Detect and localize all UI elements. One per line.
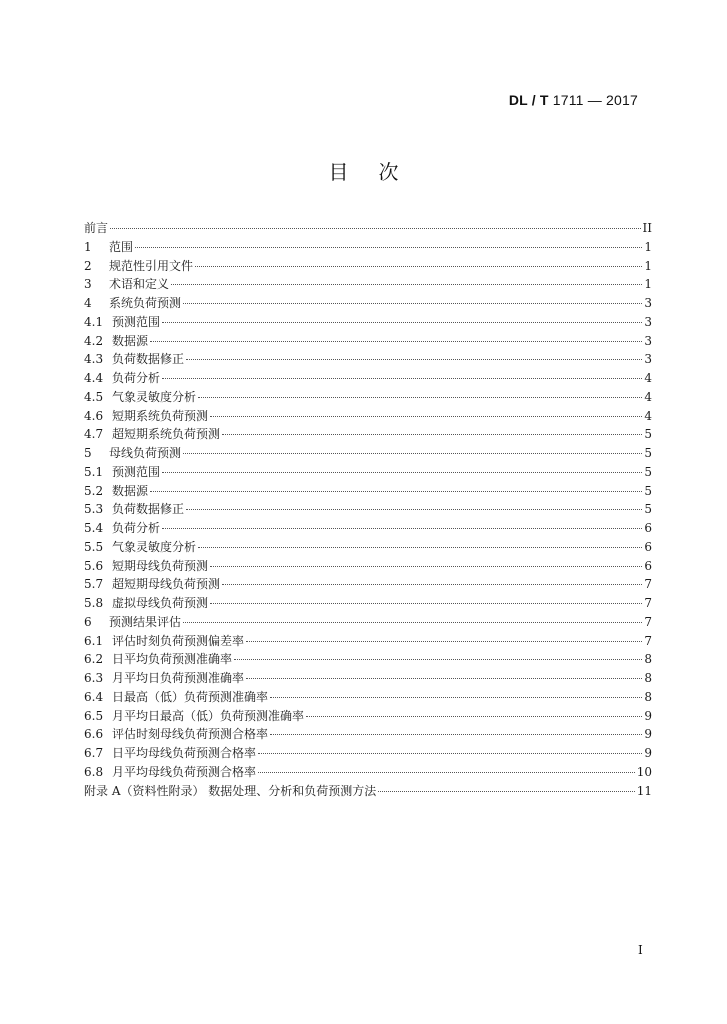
- toc-dot-leader: [162, 378, 642, 379]
- toc-entry-number: 4: [84, 296, 92, 310]
- toc-entry-page: 5: [644, 427, 652, 442]
- toc-entry-number: 5.6: [84, 558, 104, 573]
- toc-entry-number: 6.5: [84, 708, 104, 723]
- toc-entry-number: 4.5: [84, 389, 104, 404]
- toc-entry-number: 4.2: [84, 333, 104, 348]
- toc-entry-title: 负荷数据修正: [112, 352, 185, 367]
- toc-entry-page: 3: [644, 352, 652, 367]
- toc-entry-title: 超短期母线负荷预测: [112, 577, 221, 592]
- toc-entry-title: 虚拟母线负荷预测: [112, 596, 209, 610]
- toc-entry-page: 6: [644, 539, 652, 554]
- toc-entry-title: 评估时刻母线负荷预测合格率: [112, 727, 269, 742]
- toc-entry-page: 8: [644, 689, 652, 704]
- toc-entry[interactable]: [84, 388, 652, 407]
- toc-entry-number: 5.4: [84, 521, 104, 535]
- toc-entry[interactable]: [84, 463, 652, 482]
- toc-entry-title: 气象灵敏度分析: [112, 389, 197, 404]
- toc-entry-title: 规范性引用文件: [109, 258, 194, 273]
- toc-dot-leader: [246, 641, 642, 642]
- toc-entry-page: 7: [644, 633, 652, 648]
- toc-dot-leader: [110, 228, 641, 229]
- toc-dot-leader: [183, 622, 642, 623]
- toc-entry-number: 6.6: [84, 727, 104, 742]
- toc-dot-leader: [186, 359, 642, 360]
- toc-entry[interactable]: [84, 613, 652, 632]
- toc-dot-leader: [270, 697, 642, 698]
- toc-entry-title: 日平均负荷预测准确率: [112, 652, 233, 667]
- toc-entry-title: 月平均母线负荷预测合格率: [112, 764, 257, 779]
- toc-entry-title: 范围: [109, 239, 134, 254]
- toc-entry-page: 7: [644, 577, 652, 592]
- toc-entry-page: 7: [644, 596, 652, 610]
- toc-entry[interactable]: [84, 500, 652, 519]
- toc-dot-leader: [258, 753, 642, 754]
- toc-entry-page: 6: [644, 558, 652, 573]
- toc-entry-page: 7: [644, 614, 652, 629]
- toc-entry-page: 4: [644, 389, 652, 404]
- toc-dot-leader: [210, 416, 642, 417]
- toc-entry-page: 4: [644, 408, 652, 423]
- toc-entry-title: 预测范围: [112, 464, 161, 479]
- toc-entry[interactable]: [84, 238, 652, 257]
- toc-entry[interactable]: [84, 632, 652, 651]
- toc-dot-leader: [198, 397, 642, 398]
- toc-entry-title: 日最高（低）负荷预测准确率: [112, 689, 269, 704]
- toc-entry[interactable]: [84, 407, 652, 426]
- toc-entry-page: 1: [644, 258, 652, 273]
- toc-entry-number: 4.1: [84, 314, 104, 329]
- toc-entry-title: 负荷数据修正: [112, 502, 185, 517]
- toc-entry-title: 气象灵敏度分析: [112, 539, 197, 554]
- toc-entry-title: 短期系统负荷预测: [112, 408, 209, 423]
- toc-dot-leader: [135, 247, 642, 248]
- toc-entry-title: 日平均母线负荷预测合格率: [112, 746, 257, 760]
- toc-entry-title: 预测结果评估: [109, 614, 182, 629]
- toc-entry[interactable]: [84, 650, 652, 669]
- toc-entry[interactable]: [84, 444, 652, 463]
- toc-entry-number: 6: [84, 614, 92, 629]
- toc-entry-number: 5.8: [84, 596, 104, 610]
- toc-entry[interactable]: [84, 350, 652, 369]
- toc-dot-leader: [210, 566, 642, 567]
- toc-dot-leader: [186, 509, 642, 510]
- toc-entry-title: 术语和定义: [109, 277, 170, 292]
- page-number: I: [638, 943, 643, 957]
- toc-entry-title: 附录 A（资料性附录） 数据处理、分析和负荷预测方法: [84, 783, 377, 798]
- toc-entry[interactable]: [84, 219, 652, 238]
- toc-entry-page: 5: [644, 502, 652, 517]
- toc-entry-title: 负荷分析: [112, 521, 161, 535]
- toc-entry-page: 9: [644, 746, 652, 760]
- toc-dot-leader: [270, 734, 642, 735]
- toc-dot-leader: [195, 266, 642, 267]
- toc-dot-leader: [183, 453, 642, 454]
- toc-dot-leader: [162, 322, 642, 323]
- toc-entry-number: 1: [84, 239, 92, 254]
- toc-dot-leader: [162, 472, 642, 473]
- toc-dot-leader: [378, 791, 634, 792]
- toc-entry-page: 5: [644, 483, 652, 498]
- toc-entry[interactable]: [84, 257, 652, 276]
- toc-entry[interactable]: [84, 725, 652, 744]
- toc-dot-leader: [183, 303, 642, 304]
- toc-dot-leader: [234, 659, 642, 660]
- toc-entry-page: 6: [644, 521, 652, 535]
- toc-entry-number: 5.5: [84, 539, 104, 554]
- toc-entry-page: 4: [644, 371, 652, 385]
- toc-dot-leader: [306, 716, 642, 717]
- toc-dot-leader: [150, 491, 642, 492]
- toc-entry-number: 5.3: [84, 502, 104, 517]
- toc-dot-leader: [150, 341, 642, 342]
- toc-entry-title: 数据源: [112, 333, 149, 348]
- toc-entry-page: 8: [644, 652, 652, 667]
- toc-entry-page: II: [642, 221, 652, 235]
- toc-entry-number: 3: [84, 277, 92, 292]
- toc-entry[interactable]: [84, 557, 652, 576]
- toc-entry[interactable]: [84, 763, 652, 782]
- toc-entry[interactable]: [84, 519, 652, 538]
- toc-entry-title: 月平均日最高（低）负荷预测准确率: [112, 708, 305, 723]
- toc-entry-title: 负荷分析: [112, 371, 161, 385]
- toc-entry-number: 6.3: [84, 671, 104, 685]
- toc-dot-leader: [258, 772, 635, 773]
- toc-entry-title: 母线负荷预测: [109, 446, 182, 460]
- toc-entry-number: 6.2: [84, 652, 104, 667]
- toc-entry-page: 3: [644, 314, 652, 329]
- toc-entry[interactable]: [84, 538, 652, 557]
- toc-dot-leader: [210, 603, 642, 604]
- toc-entry-number: 4.3: [84, 352, 104, 367]
- page-title: 目次: [328, 160, 429, 184]
- standard-code-number: 1711 — 2017: [548, 92, 638, 108]
- toc-entry-number: 6.7: [84, 746, 104, 760]
- toc-entry-number: 4.4: [84, 371, 104, 385]
- toc-entry-number: 4.6: [84, 408, 104, 423]
- toc-entry-page: 11: [636, 783, 652, 798]
- toc-entry-number: 6.4: [84, 689, 104, 704]
- toc-dot-leader: [171, 284, 642, 285]
- toc-entry-title: 评估时刻负荷预测偏差率: [112, 633, 245, 648]
- toc-entry-number: 6.1: [84, 633, 104, 648]
- toc-entry[interactable]: [84, 332, 652, 351]
- toc-dot-leader: [222, 434, 642, 435]
- table-of-contents: [84, 219, 652, 800]
- toc-entry-page: 3: [644, 333, 652, 348]
- toc-entry-page: 1: [644, 239, 652, 254]
- toc-entry[interactable]: [84, 594, 652, 613]
- toc-dot-leader: [222, 584, 642, 585]
- toc-entry-number: 2: [84, 258, 92, 273]
- toc-entry-page: 5: [644, 446, 652, 460]
- toc-dot-leader: [162, 528, 642, 529]
- toc-entry-number: 5: [84, 446, 92, 460]
- toc-entry-title: 系统负荷预测: [109, 296, 182, 310]
- toc-dot-leader: [246, 678, 642, 679]
- toc-entry-page: 5: [644, 464, 652, 479]
- standard-code: [509, 92, 638, 108]
- toc-entry-number: 5.1: [84, 464, 104, 479]
- toc-entry[interactable]: [84, 313, 652, 332]
- toc-entry[interactable]: [84, 782, 652, 801]
- toc-entry[interactable]: [84, 482, 652, 501]
- toc-entry[interactable]: [84, 744, 652, 763]
- toc-entry-page: 3: [644, 296, 652, 310]
- toc-entry[interactable]: [84, 688, 652, 707]
- toc-entry-title: 短期母线负荷预测: [112, 558, 209, 573]
- toc-entry[interactable]: [84, 425, 652, 444]
- toc-entry-title: 预测范围: [112, 314, 161, 329]
- toc-entry[interactable]: [84, 669, 652, 688]
- toc-entry-number: 4.7: [84, 427, 104, 442]
- toc-entry-title: 超短期系统负荷预测: [112, 427, 221, 442]
- toc-dot-leader: [198, 547, 642, 548]
- toc-entry-title: 月平均日负荷预测准确率: [112, 671, 245, 685]
- toc-entry-title: 前言: [84, 221, 109, 235]
- toc-entry-number: 6.8: [84, 764, 104, 779]
- toc-entry-page: 1: [644, 277, 652, 292]
- toc-entry-page: 10: [636, 764, 652, 779]
- toc-entry[interactable]: [84, 275, 652, 294]
- toc-entry[interactable]: [84, 294, 652, 313]
- toc-entry[interactable]: [84, 369, 652, 388]
- toc-entry-page: 9: [644, 727, 652, 742]
- toc-entry[interactable]: [84, 707, 652, 726]
- standard-code-prefix: DL / T: [508, 92, 549, 108]
- toc-entry-title: 数据源: [112, 483, 149, 498]
- toc-entry-number: 5.2: [84, 483, 104, 498]
- toc-entry-page: 8: [644, 671, 652, 685]
- toc-entry-number: 5.7: [84, 577, 104, 592]
- toc-entry-page: 9: [644, 708, 652, 723]
- toc-entry[interactable]: [84, 575, 652, 594]
